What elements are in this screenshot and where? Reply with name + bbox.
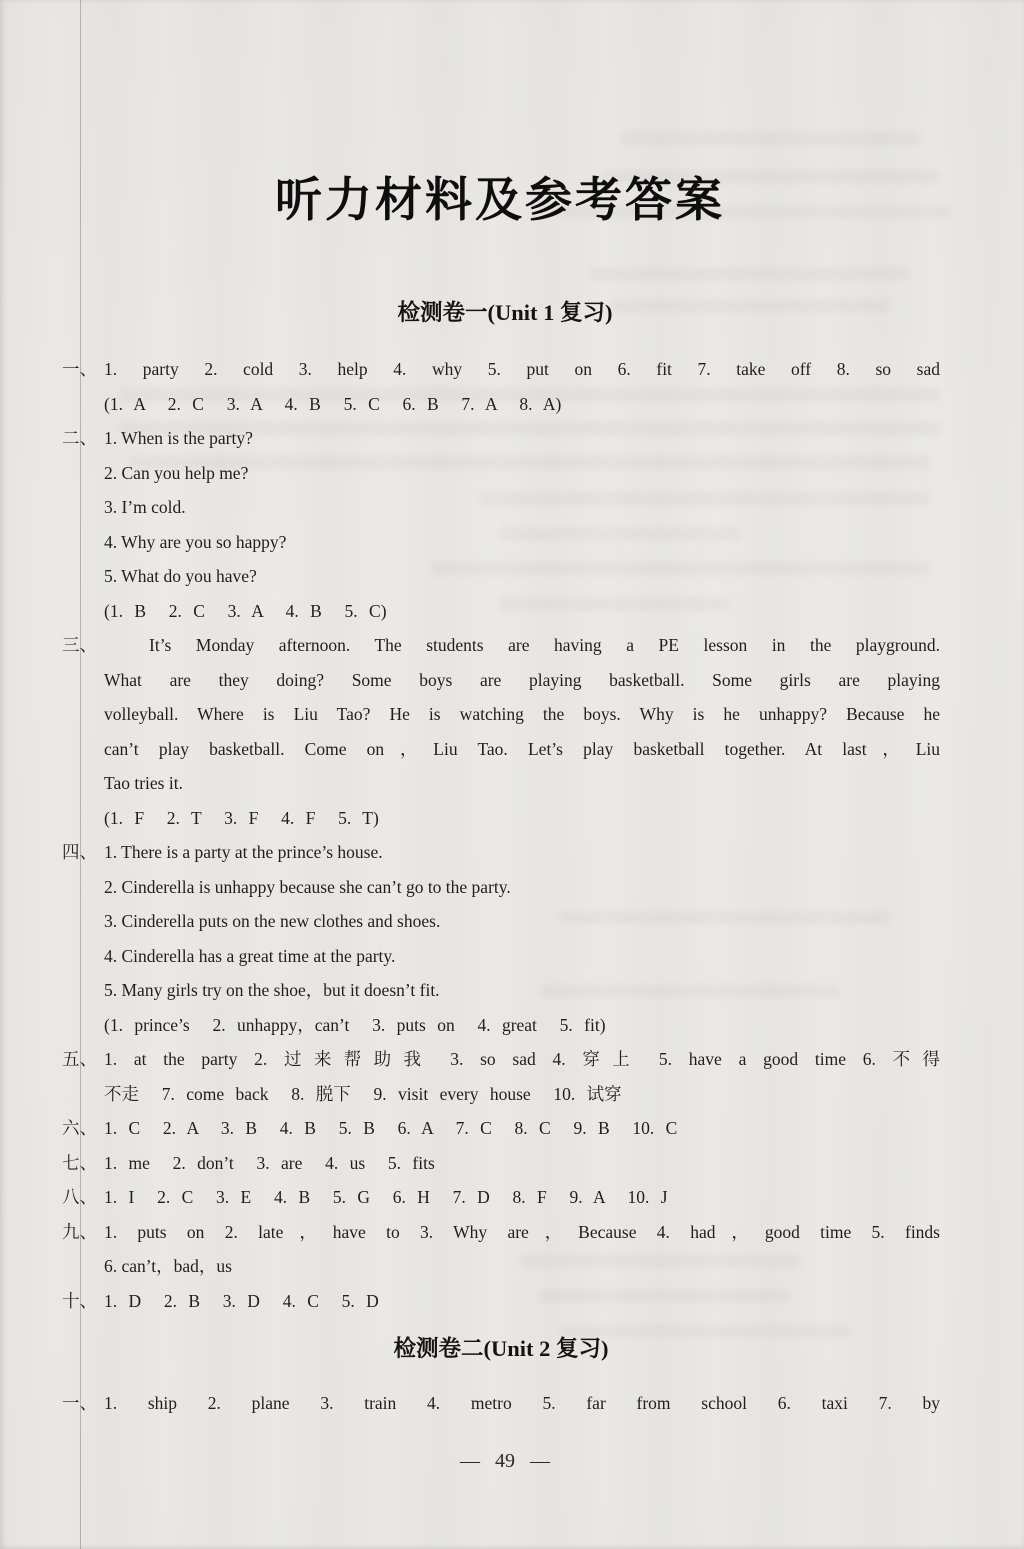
line-text: 1. I 2. C 3. E 4. B 5. G 6. H 7. D 8. F 9. A 10. J [104, 1187, 668, 1207]
section-marker: 七、 [62, 1152, 97, 1173]
answer-line [62, 1284, 940, 1319]
line-text: Tao tries it. [104, 773, 183, 793]
section-marker [62, 801, 104, 836]
answer-line [62, 870, 940, 905]
section-marker [62, 697, 104, 732]
line-text: 不走 7. come back 8. 脱下 9. visit every house 10. 试穿 [104, 1083, 622, 1104]
section-marker [62, 594, 104, 629]
line-text: 3. I’m cold. [104, 497, 186, 517]
line-text: 4. Why are you so happy? [104, 531, 287, 552]
section-marker: 十、 [62, 1290, 97, 1311]
line-text: What are they doing? Some boys are playing basketball. Some girls are playing [104, 669, 940, 690]
answer-line [62, 1180, 940, 1215]
answer-line [62, 594, 940, 629]
line-text: (1. prince’s 2. unhappy，can’t 3. puts on 4. great 5. fit) [104, 1014, 606, 1035]
section-heading-unit1: 检测卷一(Unit 1 复习) [397, 300, 613, 325]
line-text: 1. party 2. cold 3. help 4. why 5. put on 6. fit 7. take off 8. so sad [104, 359, 940, 379]
answer-line [62, 387, 940, 422]
line-text: (1. F 2. T 3. F 4. F 5. T) [104, 807, 379, 828]
answer-line [62, 456, 940, 491]
section-marker [62, 559, 104, 594]
line-text: 5. What do you have? [104, 566, 257, 586]
answer-line [62, 904, 940, 939]
section-marker [62, 766, 104, 801]
section-marker [62, 525, 104, 560]
line-text: 5. Many girls try on the shoe，but it doesn’t fit. [104, 980, 440, 1000]
listening-passage-line [62, 697, 940, 732]
section-marker: 五、 [62, 1049, 97, 1069]
bleed-through-artifact [590, 268, 910, 280]
answer-line [62, 1215, 940, 1250]
section-marker: 六、 [62, 1118, 97, 1138]
section-marker: 八、 [62, 1187, 97, 1207]
line-text: 1. at the party 2. 过来帮助我 3. so sad 4. 穿上 5. have a good time 6. 不得 [104, 1049, 940, 1069]
line-text: It’s Monday afternoon. The students are having a PE lesson in the playground. [149, 635, 940, 655]
answer-line [62, 973, 940, 1008]
answer-line [62, 1111, 940, 1146]
line-text: 1. D 2. B 3. D 4. C 5. D [104, 1290, 379, 1311]
answer-line [62, 1249, 940, 1284]
section-marker [62, 732, 104, 767]
answer-line [62, 1008, 940, 1043]
line-text: (1. B 2. C 3. A 4. B 5. C) [104, 600, 387, 621]
line-text: 3. Cinderella puts on the new clothes and shoes. [104, 911, 441, 931]
answer-line [62, 801, 940, 836]
section-marker: 二、 [62, 428, 97, 448]
line-text: 1. ship 2. plane 3. train 4. metro 5. far from school 6. taxi 7. by [104, 1393, 940, 1413]
line-text: 4. Cinderella has a great time at the party. [104, 945, 396, 966]
section-marker [62, 904, 104, 939]
section-marker: 四、 [62, 842, 97, 862]
section-marker [62, 939, 104, 974]
answer-line [62, 939, 940, 974]
listening-passage-line [62, 732, 940, 767]
section-marker: 一、 [62, 1393, 97, 1413]
answer-line [62, 1146, 940, 1181]
line-text: (1. A 2. C 3. A 4. B 5. C 6. B 7. A 8. A) [104, 393, 562, 414]
answer-line [62, 1386, 940, 1421]
page-number: — 49 — [460, 1450, 550, 1472]
line-text: volleyball. Where is Liu Tao? He is watching the boys. Why is he unhappy? Because he [104, 704, 940, 724]
answers-content [62, 352, 940, 1421]
section-marker: 一、 [62, 359, 97, 379]
answer-line [62, 835, 940, 870]
page-title: 听力材料及参考答案 [275, 175, 725, 227]
answer-line [62, 1077, 940, 1112]
answer-line [62, 1042, 940, 1077]
answer-line [62, 352, 940, 387]
section-marker [62, 1077, 104, 1112]
answer-line [62, 490, 940, 525]
listening-passage-line [62, 766, 940, 801]
section-marker [62, 387, 104, 422]
section-marker [62, 1008, 104, 1043]
section-marker: 九、 [62, 1221, 97, 1242]
line-text: 2. Cinderella is unhappy because she can’t go to the party. [104, 876, 511, 897]
line-text: 1. me 2. don’t 3. are 4. us 5. fits [104, 1152, 435, 1173]
listening-passage-line [62, 663, 940, 698]
line-text: can’t play basketball. Come on，Liu Tao. Let’s play basketball together. At last，Liu [104, 738, 940, 759]
listening-passage-line [62, 628, 940, 663]
bleed-through-artifact [620, 132, 920, 145]
section-heading-unit2: 检测卷二(Unit 2 复习) [393, 1336, 609, 1361]
line-text: 1. puts on 2. late，have to 3. Why are，Because 4. had，good time 5. finds [104, 1221, 940, 1242]
answer-line [62, 421, 940, 456]
section-marker: 三、 [62, 635, 97, 655]
section-marker [62, 870, 104, 905]
section-marker [62, 663, 104, 698]
section-marker [62, 490, 104, 525]
answer-line [62, 525, 940, 560]
line-text: 6. can’t，bad，us [104, 1256, 232, 1276]
answer-line [62, 559, 940, 594]
section-marker [62, 456, 104, 491]
line-text: 1. When is the party? [104, 428, 253, 448]
section-marker [62, 973, 104, 1008]
line-text: 2. Can you help me? [104, 462, 249, 483]
line-text: 1. There is a party at the prince’s house. [104, 842, 383, 862]
section-marker [62, 1249, 104, 1284]
line-text: 1. C 2. A 3. B 4. B 5. B 6. A 7. C 8. C 9. B 10. C [104, 1118, 678, 1138]
